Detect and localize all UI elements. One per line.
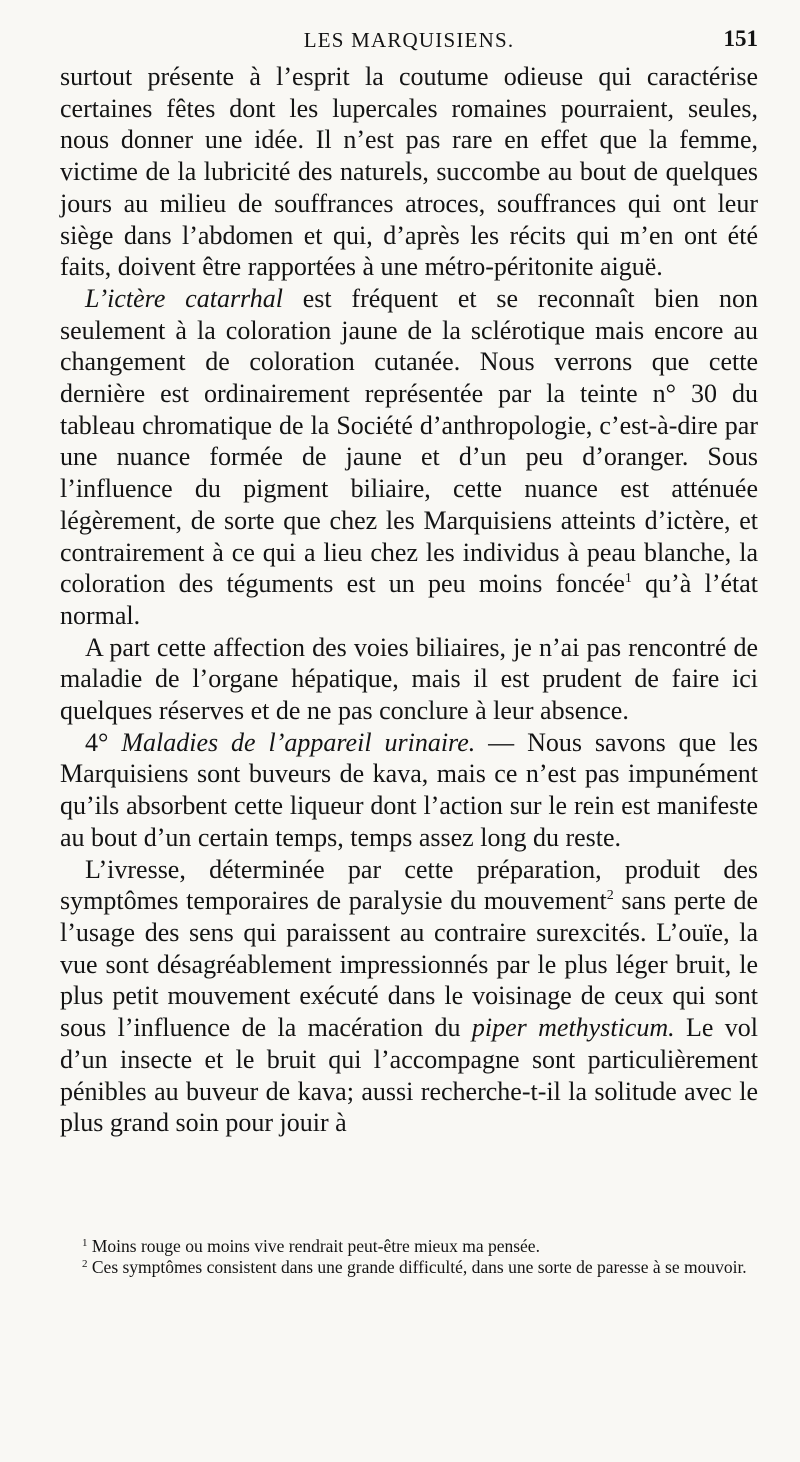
section-heading: Maladies de l’appareil urinaire. <box>121 727 476 757</box>
page-number: 151 <box>723 26 758 51</box>
main-text <box>60 61 758 1139</box>
running-title: LES MARQUISIENS. <box>303 28 515 52</box>
footnote-text: Ces symptômes consistent dans une grande difficulté, dans une sorte de paresse à se mouvoir. <box>87 1257 747 1277</box>
italic-term: piper methysticum. <box>471 1013 675 1043</box>
paragraph-text: est fréquent et se reconnaît bien non seulement à la coloration jaune de la sclérotique mais encore au changement de coloration cutanée. Nous verrons que cette dernière est ordinairement représentée par la teinte n° 30 du tableau chromatique de la Société d’anthropologie, c’est-à-dire par une nuance formée de jaune et d’un peu d’oranger. Sous l’influence du pigment biliaire, cette nuance est atténuée légèrement, de sorte que chez les Marquisiens atteints d’ictère, et contrairement à ce qui a lieu chez les individus à peau blanche, la coloration des téguments est un peu moins foncée <box>60 283 758 599</box>
section-number: 4° <box>85 727 109 757</box>
italic-term: L’ictère catarrhal <box>85 283 283 313</box>
paragraph <box>60 283 758 632</box>
footnote-ref[interactable]: 2 <box>606 888 614 904</box>
paragraph-text: L’ivresse, déterminée par cette préparation, produit des symptômes temporaires de paralysie du mouvement <box>60 854 758 916</box>
footnote-mark: 1 <box>82 1237 88 1249</box>
paragraph <box>60 632 758 727</box>
paragraph <box>60 854 758 1139</box>
paragraph <box>60 61 758 283</box>
paragraph-text: Le vol d’un insecte et le bruit qui l’accompagne sont particulièrement pénibles au buveur de kava; aussi recherche-t-il la solitude avec le plus grand soin pour jouir à <box>60 1013 759 1138</box>
footnote-text: Moins rouge ou moins vive rendrait peut-être mieux ma pensée. <box>87 1236 540 1256</box>
paragraph-text: sans perte de l’usage des sens qui paraissent au contraire surexcités. L’ouïe, la vue sont désagréablement impressionnés par le plus léger bruit, le plus petit mouvement exécuté dans le voisinage de ceux qui sont sous l’influence de la macération du <box>60 886 758 1043</box>
paragraph-text: — Nous savons que les Marquisiens sont buveurs de kava, mais ce n’est pas impunément qu’ils absorbent cette liqueur dont l’action sur le rein est manifeste au bout d’un certain temps, temps assez long du reste. <box>60 727 758 852</box>
paragraph <box>60 727 758 854</box>
footnote-ref[interactable]: 1 <box>624 571 632 587</box>
page-header <box>60 22 758 52</box>
footnote-mark: 2 <box>82 1258 88 1270</box>
footnote <box>60 1257 758 1278</box>
paragraph-text: qu’à l’état normal. <box>60 569 758 630</box>
paragraph-text: surtout présente à l’esprit la coutume odieuse qui caractérise certaines fêtes dont les lupercales romaines pourraient, seules, nous donner une idée. Il n’est pas rare en effet que la femme, victime de la lubricité des naturels, succombe au bout de quelques jours au milieu de souffrances atroces, souffrances qui ont leur siège dans l’abdomen et qui, d’après les récits qui m’en ont été faits, doivent être rapportées à une métro-péritonite aiguë. <box>60 62 758 282</box>
footnote <box>60 1236 758 1257</box>
footnotes <box>60 1236 758 1278</box>
paragraph-text: A part cette affection des voies biliaires, je n’ai pas rencontré de maladie de l’organe hépatique, mais il est prudent de faire ici quelques réserves et de ne pas conclure à leur absence. <box>60 632 758 726</box>
